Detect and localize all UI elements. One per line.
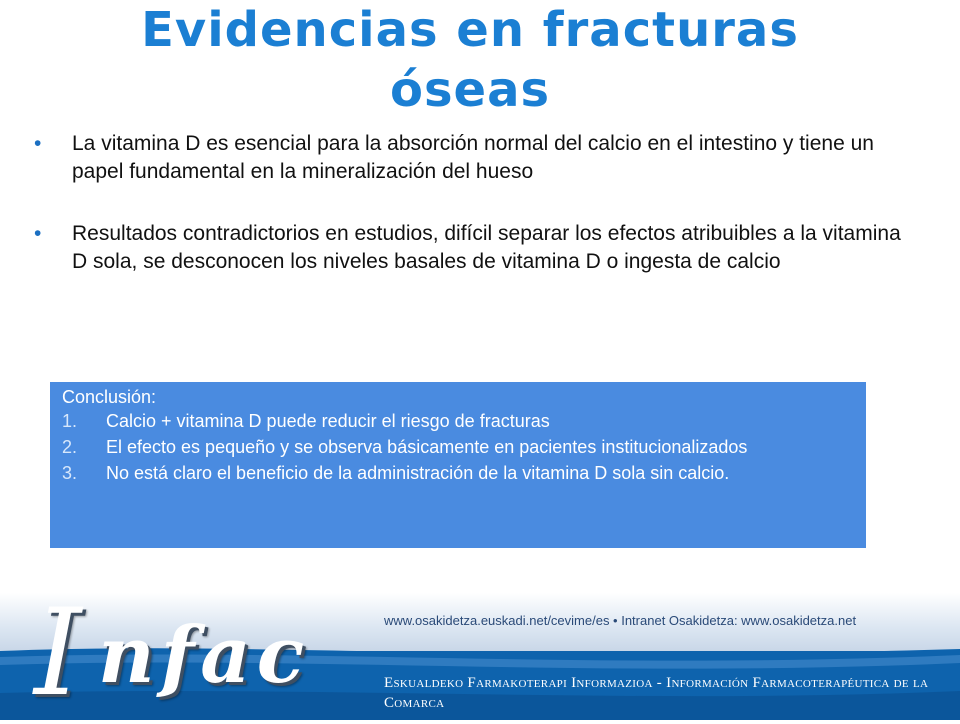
conclusion-item [62,463,852,483]
item-text: Calcio + vitamina D puede reducir el riesgo de fracturas [106,411,550,431]
bullet-item [30,130,910,186]
conclusion-item [62,437,852,457]
item-number: 2. [62,437,78,457]
logo-word: nfac [98,610,311,701]
bullet-text: Resultados contradictorios en estudios, difícil separar los efectos atribuibles a la vitamina D sola, se desconocen los niveles basales de vitamina D o ingesta de calcio [72,222,901,273]
footer-links: www.osakidetza.euskadi.net/cevime/es • Intranet Osakidetza: www.osakidetza.net [384,613,857,628]
item-text: No está claro el beneficio de la administración de la vitamina D sola sin calcio. [106,463,730,483]
item-text: El efecto es pequeño y se observa básicamente en pacientes institucionalizados [106,437,748,457]
bullet-dot: • [34,222,42,245]
logo-initial: I [34,584,78,723]
conclusion-item [62,411,852,431]
bullet-list [30,130,910,310]
bullet-text: La vitamina D es esencial para la absorción normal del calcio en el intestino y tiene un papel fundamental en la mineralización del hueso [72,132,874,183]
item-number: 3. [62,463,78,483]
bullet-dot: • [34,132,42,155]
conclusion-box [50,382,866,548]
bullet-item [30,220,910,276]
footer-tagline: Eskualdeko Farmakoterapi Informazioa - Información Farmacoterapéutica de la Comarca [384,675,929,711]
conclusion-heading: Conclusión: [62,387,157,407]
item-number: 1. [62,411,78,431]
infac-logo [34,584,334,723]
slide-title: Evidencias en fracturas óseas [141,2,799,118]
conclusion-list [62,411,852,483]
